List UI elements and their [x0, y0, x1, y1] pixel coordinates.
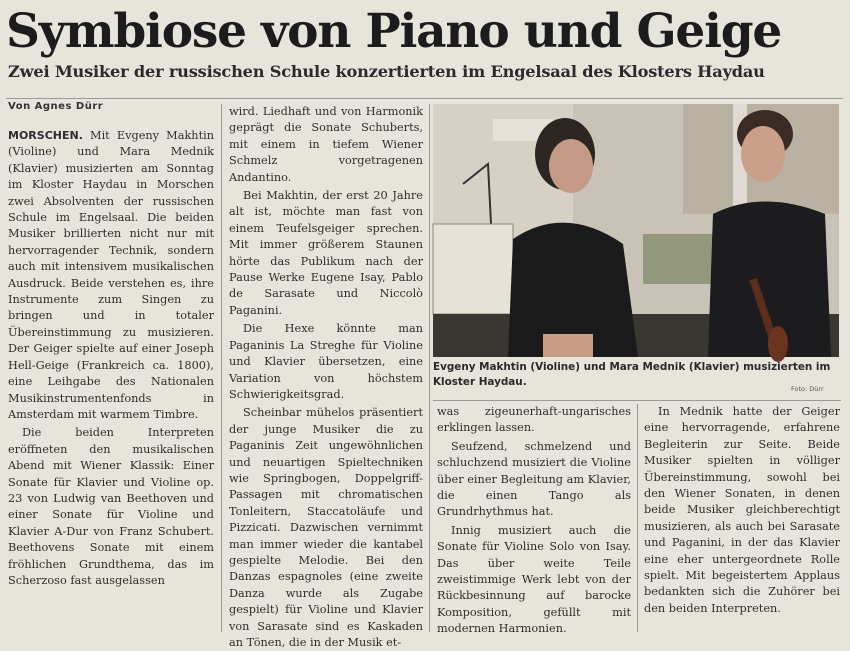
paragraph: Seufzend, schmelzend und schluchzend musiziert die Violine über einer Begleitung am Klavier, die einen Tango als Grundrhythmus hat. [437, 439, 631, 519]
photo-illustration [433, 104, 839, 357]
column-2 [229, 104, 423, 649]
paragraph: Die Hexe könnte man Paganinis La Streghe für Violine und Klavier übersetzen, eine Variation von höchstem Schwierigkeitsgrad. [229, 322, 423, 401]
caption-rule [433, 400, 841, 401]
top-rule [6, 98, 843, 99]
column-rule-3 [637, 404, 638, 632]
paragraph: Bei Makhtin, der erst 20 Jahre alt ist, möchte man fast von einem Teufelsgeiger sprechen. Mit immer größerem Staunen hörte das Publikum nach der Pause Werke Eugene Isay, Pablo de Sarasate und Niccolò Paganini. [229, 189, 423, 317]
headline: Symbiose von Piano und Geige [6, 4, 782, 59]
paragraph: In Mednik hatte der Geiger eine hervorragende, erfahrene Begleiterin zur Seite. Beide Musiker spielten in völliger Übereinstimmung, sowohl bei den Wiener Sonaten, in denen beide Musiker gleichberechtigt musizieren, als auch bei Sarasate und Paganini, in der das Klavier eine eher untergeordnete Rolle spielt. Mit begeistertem Applaus bedankten sich die Zuhörer bei den beiden Interpreten. [644, 405, 840, 615]
byline: Von Agnes Dürr [8, 101, 104, 112]
column-rule-2 [429, 104, 430, 632]
concert-photo [433, 104, 839, 357]
paragraph: Die beiden Interpreten eröffneten den musikalischen Abend mit Wiener Klassik: Einer Sonate für Klavier und Violine op. 23 von Ludwig van Beethoven und einer Sonate für Violine und Klavier A-Dur von Franz Schubert. Beethovens Sonate mit einem fröhlichen Grundthema, das im Scherzoso fast ausgelassen [8, 426, 214, 587]
paragraph: was zigeunerhaft-ungarisches erklingen lassen. [437, 405, 631, 435]
paragraph: wird. Liedhaft und von Harmonik geprägt die Sonate Schuberts, mit einem in tiefem Wiener Schmelz vorgetragenen Andantino. [229, 105, 423, 184]
paragraph: MORSCHEN. Mit Evgeny Makhtin (Violine) und Mara Mednik (Klavier) musizierten am Sonntag im Kloster Haydau in Morschen zwei Absolventen der russischen Schule im Engelsaal. Die beiden Musiker brillierten nicht nur mit hervorragender Technik, sondern auch mit intensivem musikalischen Ausdruck. Beide verstehen es, ihre Instrumente zum Singen zu bringen und in totaler Übereinstimmung zu musizieren. Der Geiger spielte auf einer Joseph Hell-Geige (Frankreich ca. 1800), eine Leihgabe des Nationalen Musikinstrumentenfonds in Amsterdam mit warmem Timbre. [8, 129, 214, 421]
lead-word: MORSCHEN. [8, 129, 83, 142]
column-4 [644, 404, 840, 633]
photo-credit: Foto: Dürr [791, 385, 824, 393]
column-rule-1 [221, 104, 222, 632]
paragraph: Scheinbar mühelos präsentiert der junge Musiker die zu Paganinis Zeit ungewöhnlichen und neuartigen Spieltechniken wie Springbogen, Doppelgriff-Passagen mit chromatischen Tonleitern, Staccatoläufe und Pizzicati. Dazwischen vernimmt man immer wieder die kantabel gespielte Melodie. Bei den Danzas espagnoles (eine zweite Danza wurde als Zugabe gespielt) für Violine und Klavier von Sarasate sind es Kaskaden an Tönen, die in der Musik et- [229, 406, 423, 649]
column-1 [8, 128, 214, 633]
subheadline: Zwei Musiker der russischen Schule konzertierten im Engelsaal des Klosters Haydau [8, 62, 765, 81]
photo-caption: Evgeny Makhtin (Violine) und Mara Mednik (Klavier) musizierten im Kloster Haydau. [433, 361, 831, 388]
column-3 [437, 404, 631, 636]
paragraph: Innig musiziert auch die Sonate für Violine Solo von Isay. Das über weite Teile zweistimmige Werk lebt von der Rückbesinnung auf barocke Komposition, gefüllt mit modernen Harmonien. [437, 523, 631, 636]
